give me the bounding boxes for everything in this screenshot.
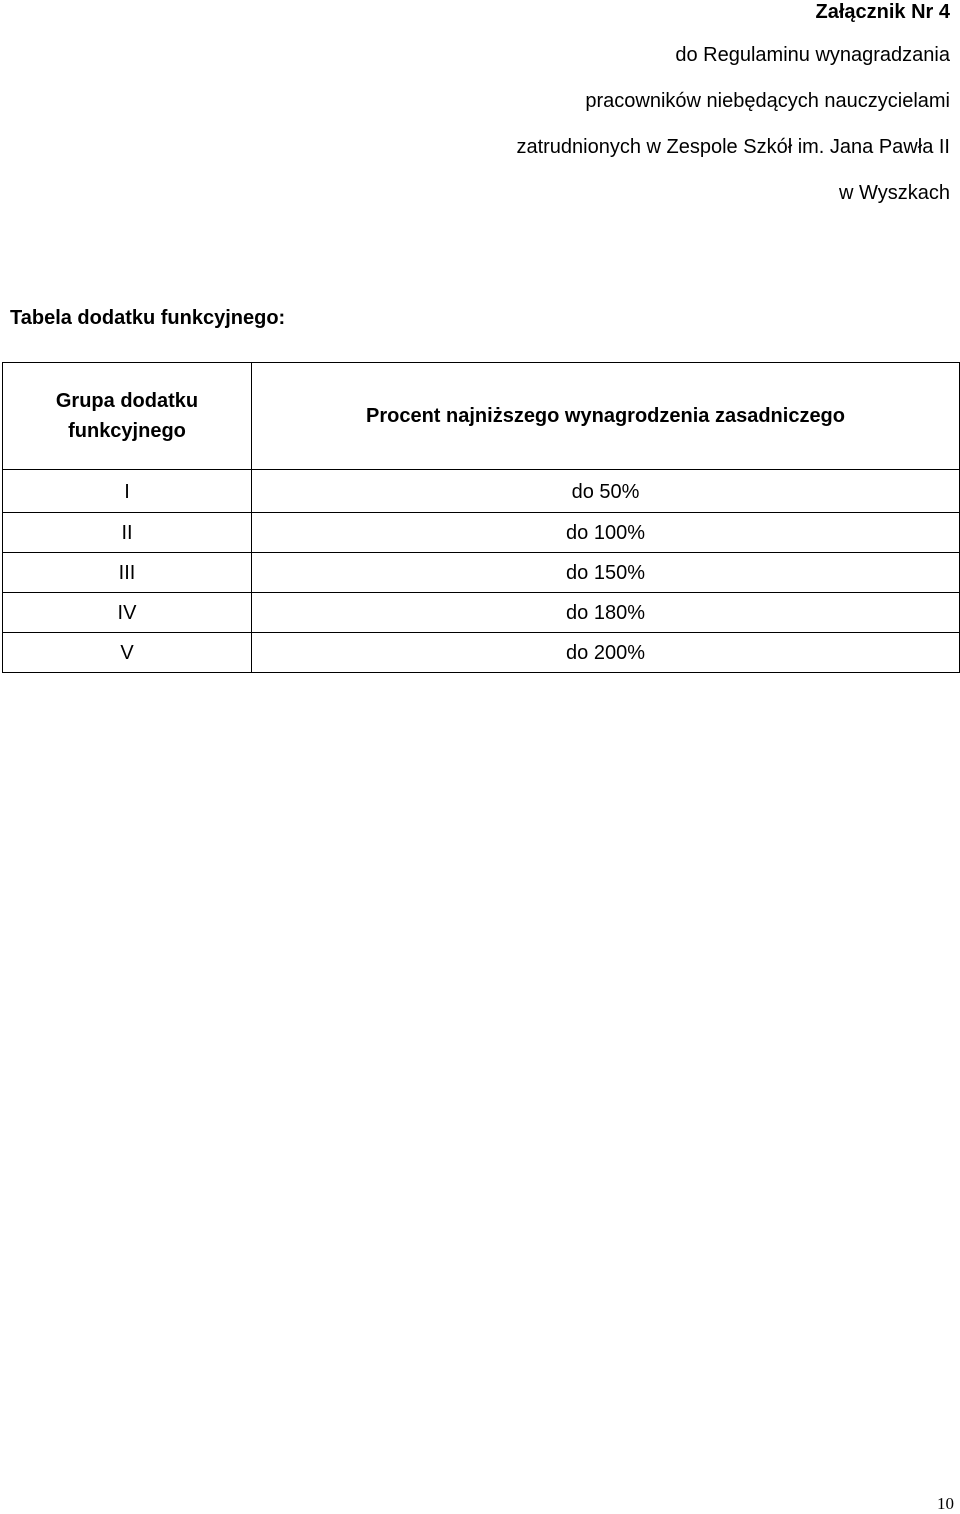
percent-cell: do 180% [252,593,960,633]
group-cell: V [3,633,252,673]
group-cell: III [3,553,252,593]
percent-cell: do 50% [252,470,960,513]
percent-cell: do 150% [252,553,960,593]
table-header-row [3,363,960,470]
group-cell: II [3,513,252,553]
table-row [3,553,960,593]
header-line-employees: pracowników niebędących nauczycielami [585,90,950,112]
page-number: 10 [937,1494,954,1513]
percent-cell: do 200% [252,633,960,673]
header-line-location: w Wyszkach [839,182,950,204]
header-percent: Procent najniższego wynagrodzenia zasadniczego [252,363,960,470]
table-row [3,470,960,513]
attachment-title: Załącznik Nr 4 [815,1,950,23]
group-cell: I [3,470,252,513]
table-title: Tabela dodatku funkcyjnego: [10,307,286,329]
allowance-table [2,362,960,673]
header-group: Grupa dodatku funkcyjnego [3,363,252,470]
percent-cell: do 100% [252,513,960,553]
table-row [3,513,960,553]
header-line-regulation: do Regulaminu wynagradzania [675,44,950,66]
table-row [3,593,960,633]
header-line-school: zatrudnionych w Zespole Szkół im. Jana Pawła II [516,136,950,158]
table-row [3,633,960,673]
group-cell: IV [3,593,252,633]
